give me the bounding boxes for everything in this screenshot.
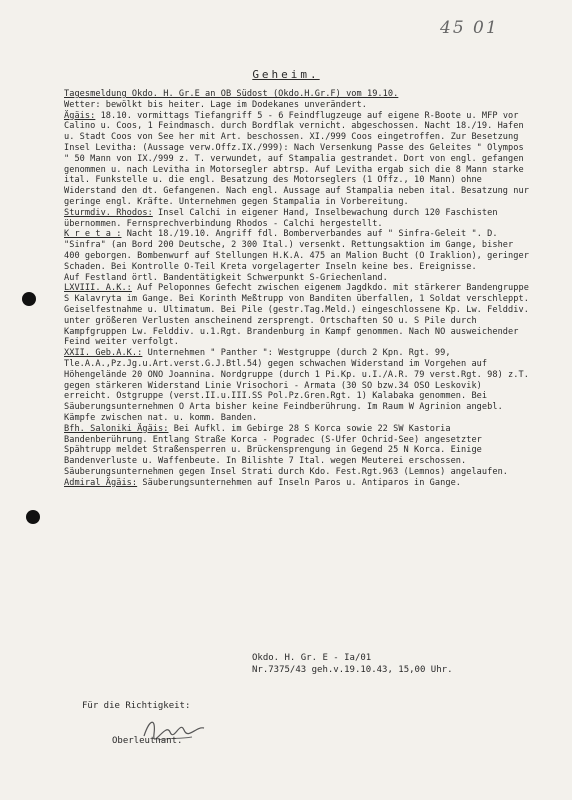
report-paragraph — [64, 89, 534, 100]
report-paragraph — [64, 348, 534, 424]
punch-hole — [26, 510, 40, 524]
section-text: Unternehmen " Panther ": Westgruppe (durch 2 Kpn. Rgt. 99, Tle.A.A.,Pz.Jg.u.Art.verst.G.J.Btl.54) gegen schwachen Widerstand im Vorgehen auf Höhengelände 20 ONO Joannina. Nordgruppe (durch 1 Pi.Kp. u.I./A.R. 79 verst.Rgt. 98) z.T. gegen stärkeren Widerstand Linie Vrisochori - Armata (30 SO bzw.34 OSO Leskovik) erreicht. Ostgruppe (verst.II.u.III.SS Pol.Pz.Gren.Rgt. 1) Kalabaka genommen. Bei Säuberungsunternehmen O Arta bisher keine Feindberührung. Im Raum W Agrinion angebl. Kämpfe zwischen nat. u. komm. Banden. — [64, 348, 529, 423]
section-text: Säuberungsunternehmen auf Inseln Paros u. Antiparos in Gange. — [142, 477, 462, 488]
report-paragraph — [64, 283, 534, 348]
section-lead: Sturmdiv. Rhodos: — [64, 207, 153, 218]
signature-block — [252, 652, 452, 676]
report-body — [64, 89, 534, 488]
section-text: Auf Festland örtl. Bandentätigkeit Schwerpunkt S-Griechenland. — [64, 272, 388, 283]
report-paragraph — [64, 111, 534, 208]
section-text: Insel Calchi in eigener Hand, Inselbewachung durch 120 Faschisten übernommen. Fernsprechverbindung Rhodos - Calchi hergestellt. — [64, 207, 498, 229]
document-heading: Geheim. — [252, 68, 320, 81]
certification-label: Für die Richtigkeit: — [82, 701, 191, 711]
report-paragraph — [64, 273, 534, 284]
rank-label: Oberleutnant. — [112, 736, 183, 746]
section-text: 18.10. vormittags Tiefangriff 5 - 6 Feindflugzeuge auf eigene R-Boote u. MFP vor Calino u. Coos, 1 Feindmasch. durch Bordflak vernicht. abgeschossen. Nacht 18./19. Hafen u. Stadt Coos von See her mit Art. beschossen. XI./999 Coos eingetroffen. Zur Besetzung Insel Levitha: (Aussage verw.Offz.IX./999): Nach Versenkung Passe des Geleites " Olympos " 50 Mann von IX./999 z. T. verwundet, auf Stampalia gestrandet. Dort von engl. gefangen genommen u. nach Levitha in Motorsegler abtrsp. Auf Levitha ergab sich die 8 Mann starke ital. Funkstelle u. die engl. Besatzung des Motorseglers (1 Offz., 10 Mann) ohne Widerstand den dt. Gefangenen. Nach engl. Aussage auf Stampalia neben ital. Besatzung nur geringe engl. Kräfte. Unternehmen gegen Stampalia in Vorbereitung. — [64, 110, 529, 207]
handwritten-page-number: 45 01 — [440, 18, 499, 38]
report-paragraph — [64, 229, 534, 272]
section-text: Bei Aufkl. im Gebirge 28 S Korca sowie 22 SW Kastoria Bandenberührung. Entlang Straße Korca - Pogradec (S-Ufer Ochrid-See) angesetzter Spähtrupp meldet Straßensperren u. Brückensprengung in Gegend 25 N Korca. Einige Bandenverluste u. Waffenbeute. In Bilishte 7 Ital. wegen Meuterei erschossen. Säuberungsunternehmen gegen Insel Strati durch Kdo. Fest.Rgt.963 (Lemnos) angelaufen. — [64, 423, 509, 477]
section-lead: XXII. Geb.A.K.: — [64, 348, 143, 359]
report-paragraph — [64, 478, 534, 489]
section-lead: Ägäis: — [64, 110, 96, 121]
report-paragraph — [64, 208, 534, 230]
section-lead: Bfh. Saloniki Ägäis: — [64, 423, 169, 434]
report-paragraph — [64, 100, 534, 111]
section-text: Auf Peloponnes Gefecht zwischen eigenem Jagdkdo. mit stärkerer Bandengruppe S Kalavryta im Gange. Bei Korinth Meßtrupp von Banditen überfallen, 1 Soldat verschleppt. Geiselfestnahme u. Ultimatum. Bei Pile (gestr.Tag.Meld.) eingeschlossene Kp. Lw. Felddiv. unter größeren Verlusten anscheinend zersprengt. Ortschaften SO u. S Pile durch Kampfgruppen Lw. Felddiv. u.1.Rgt. Brandenburg in Kampf genommen. Nach NO ausweichender Feind weiter verfolgt. — [64, 283, 529, 348]
punch-hole — [22, 292, 36, 306]
section-lead: K r e t a : — [64, 229, 122, 240]
section-lead: Tagesmeldung Okdo. H. Gr.E an OB Südost (Okdo.H.Gr.F) vom 19.10. — [64, 89, 399, 99]
section-lead: Admiral Ägäis: — [64, 477, 138, 488]
report-paragraph — [64, 424, 534, 478]
section-text: Wetter: bewölkt bis heiter. Lage im Dodekanes unverändert. — [64, 99, 367, 110]
section-lead: LXVIII. A.K.: — [64, 283, 132, 294]
office-line: Okdo. H. Gr. E - Ia/01 — [252, 653, 372, 663]
reference-line: Nr.7375/43 geh.v.19.10.43, 15,00 Uhr. — [252, 665, 453, 675]
section-text: Nacht 18./19.10. Angriff fdl. Bomberverbandes auf " Sinfra-Geleit ". D. "Sinfra" (an Bord 200 Deutsche, 2 300 Ital.) versenkt. Rettungsaktion im Gange, bisher 400 geborgen. Bombenwurf auf Stellungen H.K.A. 475 an Malion Bucht (O Iraklion), geringer Schaden. Bei Kontrolle O-Teil Kreta vorgelagerter Inseln keine bes. Ereignisse. — [64, 229, 529, 272]
